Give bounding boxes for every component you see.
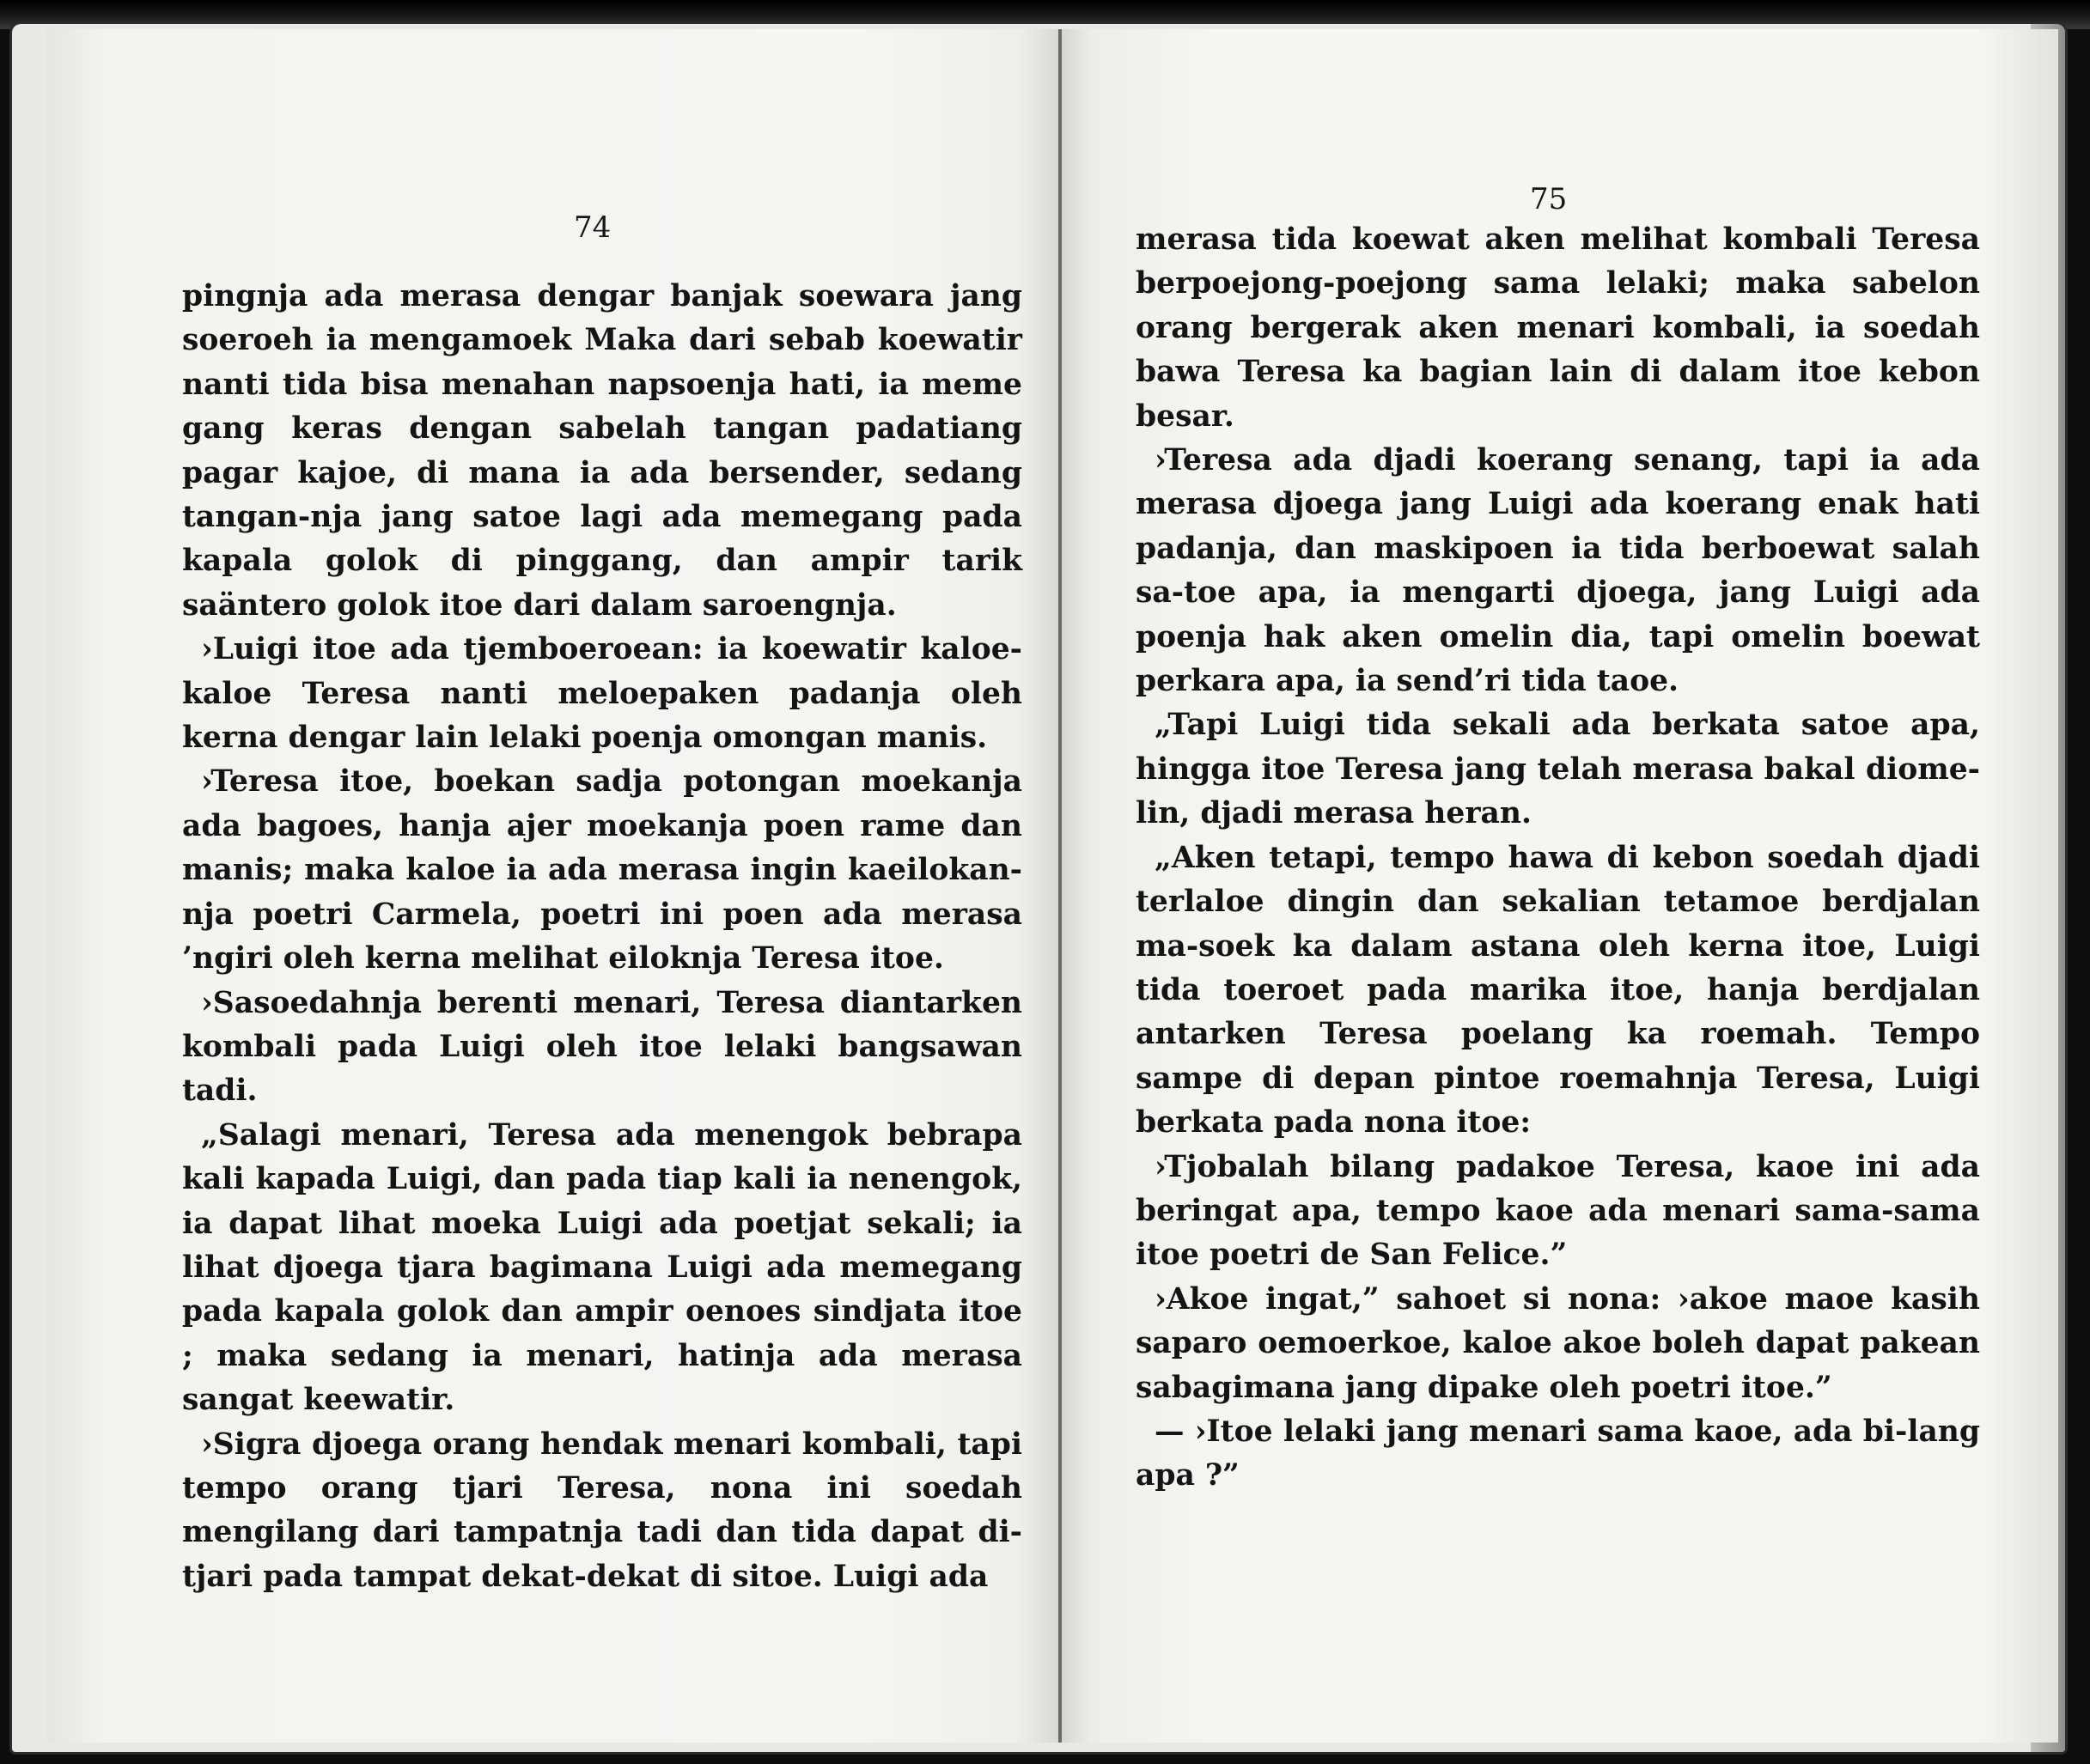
paragraph: „Aken tetapi, tempo hawa di kebon soedah djadi terlaloe dingin dan sekalian tetamoe berdjalan ma-soek ka dalam astana oleh kerna itoe, Luigi tida toeroet pada marika itoe, hanja berdjalan antarken Teresa poelang ka roemah. Tempo sampe di depan pintoe roemahnja Teresa, Luigi berkata pada nona itoe:: [1136, 840, 1980, 1141]
right-page: [1062, 29, 2058, 1743]
paragraph: — ›Itoe lelaki jang menari sama kaoe, ada bi-lang apa ?”: [1136, 1414, 1980, 1493]
paragraph: „Tapi Luigi tida sekali ada berkata satoe apa, hingga itoe Teresa jang telah merasa bakal diome-lin, djadi merasa heran.: [1136, 708, 1980, 831]
paragraph: ›Akoe ingat,” sahoet si nona: ›akoe maoe kasih saparo oemoerkoe, kaloe akoe boleh dapat pakean sabagimana jang dipake oleh poetri itoe.”: [1136, 1281, 1980, 1405]
paragraph: ›Tjobalah bilang padakoe Teresa, kaoe ini ada beringat apa, tempo kaoe ada menari sama-sama itoe poetri de San Felice.”: [1136, 1149, 1980, 1273]
left-page-body: [182, 275, 1022, 1599]
paragraph: merasa tida koewat aken melihat kombali Teresa berpoejong-poejong sama lelaki; maka sabelon orang bergerak aken menari kombali, ia soedah bawa Teresa ka bagian lain di dalam itoe kebon besar.: [1136, 222, 1980, 434]
paragraph: ›Teresa itoe, boekan sadja potongan moekanja ada bagoes, hanja ajer moekanja poen rame dan manis; maka kaloe ia ada merasa ingin kaeilokan-nja poetri Carmela, poetri ini poen ada merasa ’ngiri oleh kerna melihat eiloknja Teresa itoe.: [182, 764, 1022, 976]
left-page: [46, 29, 1060, 1743]
right-page-body: [1136, 218, 1980, 1499]
left-page-number: 74: [574, 210, 612, 245]
open-book: [12, 24, 2065, 1752]
paragraph: „Salagi menari, Teresa ada menengok bebrapa kali kapada Luigi, dan pada tiap kali ia nenengok, ia dapat lihat moeka Luigi ada poetjat sekali; ia lihat djoega tjara bagimana Luigi ada memegang pada kapala golok dan ampir oenoes sindjata itoe ; maka sedang ia menari, hatinja ada merasa sangat keewatir.: [182, 1117, 1022, 1418]
paragraph: pingnja ada merasa dengar banjak soewara jang soeroeh ia mengamoek Maka dari sebab koewatir nanti tida bisa menahan napsoenja hati, ia meme gang keras dengan sabelah tangan padatiang pagar kajoe, di mana ia ada bersender, sedang tangan-nja jang satoe lagi ada memegang pada kapala golok di pinggang, dan ampir tarik saäntero golok itoe dari dalam saroengnja.: [182, 279, 1022, 623]
paragraph: ›Teresa ada djadi koerang senang, tapi ia ada merasa djoega jang Luigi ada koerang enak hati padanja, dan maskipoen ia tida berboewat salah sa-toe apa, ia mengarti djoega, jang Luigi ada poenja hak aken omelin dia, tapi omelin boewat perkara apa, ia send’ri tida taoe.: [1136, 443, 1980, 699]
right-page-number: 75: [1530, 182, 1568, 216]
paragraph: ›Sasoedahnja berenti menari, Teresa diantarken kombali pada Luigi oleh itoe lelaki bangsawan tadi.: [182, 985, 1022, 1109]
paragraph: ›Sigra djoega orang hendak menari kombali, tapi tempo orang tjari Teresa, nona ini soedah mengilang dari tampatnja tadi dan tida dapat di-tjari pada tampat dekat-dekat di sitoe. Luigi ada: [182, 1426, 1022, 1594]
paragraph: ›Luigi itoe ada tjemboeroean: ia koewatir kaloe-kaloe Teresa nanti meloepaken padanja oleh kerna dengar lain lelaki poenja omongan manis.: [182, 632, 1022, 756]
